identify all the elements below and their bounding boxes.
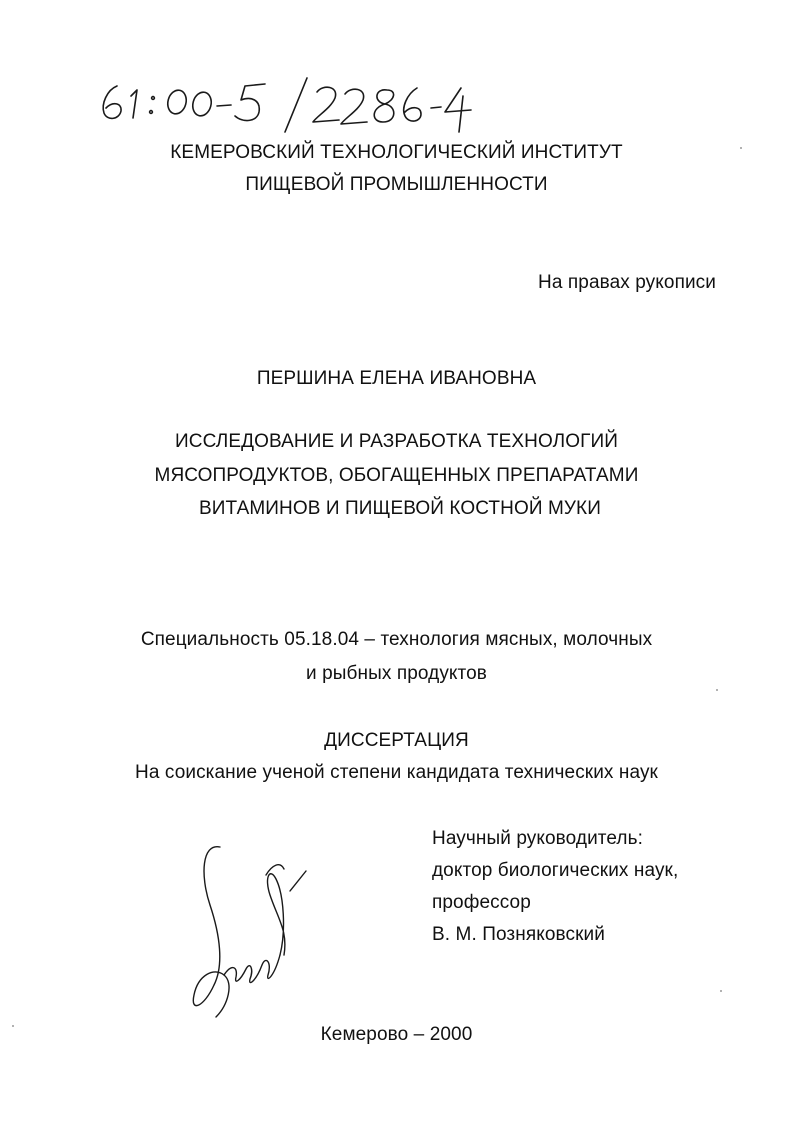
author-signature	[180, 835, 330, 1030]
specialty-line2: и рыбных продуктов	[306, 663, 487, 684]
manuscript-note: На правах рукописи	[538, 272, 716, 293]
degree-statement: На соискание ученой степени кандидата технических наук	[135, 762, 658, 783]
supervisor-label: Научный руководитель:	[432, 828, 643, 849]
scan-speck	[720, 990, 722, 992]
supervisor-rank: профессор	[432, 892, 531, 913]
specialty-line1: Специальность 05.18.04 – технология мясных, молочных	[140, 629, 653, 650]
city-year: Кемерово – 2000	[320, 1024, 473, 1045]
author-name: ПЕРШИНА ЕЛЕНА ИВАНОВНА	[256, 368, 537, 389]
scan-speck	[716, 689, 718, 691]
scan-speck	[12, 1025, 14, 1027]
scan-speck	[740, 147, 742, 149]
institute-name-line2: ПИЩЕВОЙ ПРОМЫШЛЕННОСТИ	[245, 174, 548, 195]
supervisor-degree: доктор биологических наук,	[432, 860, 679, 881]
thesis-title-line3: ВИТАМИНОВ И ПИЩЕВОЙ КОСТНОЙ МУКИ	[199, 498, 601, 519]
institute-name-line1: КЕМЕРОВСКИЙ ТЕХНОЛОГИЧЕСКИЙ ИНСТИТУТ	[170, 142, 623, 163]
supervisor-name: В. М. Позняковский	[432, 924, 605, 945]
document-type: ДИССЕРТАЦИЯ	[324, 730, 469, 751]
thesis-title-line1: ИССЛЕДОВАНИЕ И РАЗРАБОТКА ТЕХНОЛОГИЙ	[175, 431, 618, 452]
thesis-title-line2: МЯСОПРОДУКТОВ, ОБОГАЩЕННЫХ ПРЕПАРАТАМИ	[154, 465, 639, 486]
handwritten-archive-code	[95, 68, 485, 138]
